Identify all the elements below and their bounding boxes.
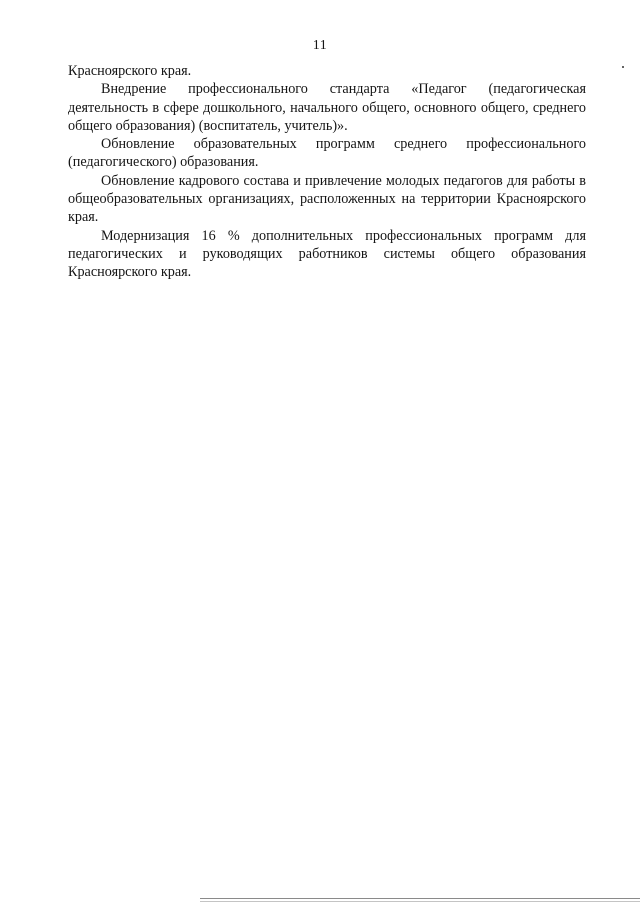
- paragraph-program-update: Обновление образовательных программ среднего профессионального (педагогического) образования.: [68, 136, 586, 171]
- footer-divider: [200, 898, 640, 899]
- paragraph-staff-renewal: Обновление кадрового состава и привлечение молодых педагогов для работы в общеобразовательных организациях, расположенных на территории Красноярского края.: [68, 172, 586, 226]
- footer-divider-shadow: [200, 901, 640, 902]
- paragraph-modernization: Модернизация 16 % дополнительных профессиональных программ для педагогических и руководящих работников системы общего образования Красноярского края.: [68, 227, 586, 281]
- document-body: [68, 62, 586, 282]
- paragraph-continuation: Красноярского края.: [68, 63, 192, 79]
- scan-artifact: [622, 66, 624, 68]
- paragraph-professional-standard: Внедрение профессионального стандарта «Педагог (педагогическая деятельность в сфере дошкольного, начального общего, основного общего, среднего общего образования) (воспитатель, учитель)».: [68, 81, 586, 134]
- page-number: 11: [312, 38, 328, 53]
